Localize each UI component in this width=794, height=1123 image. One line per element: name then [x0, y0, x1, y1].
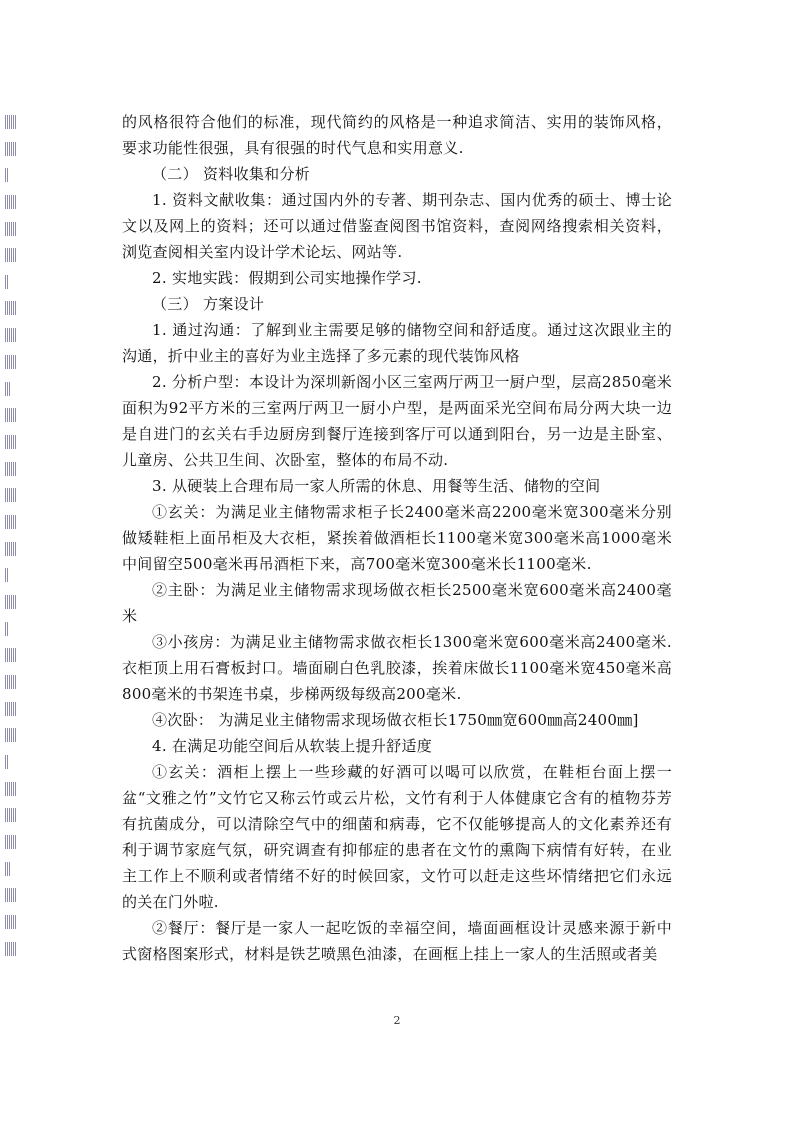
margin-mark — [5, 275, 9, 289]
margin-mark — [5, 462, 17, 476]
margin-mark — [5, 355, 17, 369]
margin-mark — [5, 755, 9, 769]
margin-mark — [5, 195, 17, 209]
margin-mark — [5, 595, 17, 609]
page-number: 2 — [393, 1014, 401, 1027]
margin-mark — [5, 222, 17, 236]
paragraph: 2. 分析户型：本设计为深圳新阁小区三室两厅两卫一厨户型，层高2850毫米面积为92平方米的三室两厅两卫一厨小户型，是两面采光空间布局分两大块一边是自进门的玄关右手边厨房到餐厅连接到客厅可以通到阳台，另一边是主卧室、儿童房、公共卫生间、次卧室，整体的布局不动. — [122, 373, 672, 469]
margin-mark — [5, 301, 17, 315]
section-heading-3: （三） 方案设计 — [152, 295, 265, 313]
margin-mark — [5, 808, 17, 822]
paragraph: ②餐厅：餐厅是一家人一起吃饭的幸福空间，墙面画框设计灵感来源于新中式窗格图案形式，材料是铁艺喷黑色油漆，在画框上挂上一家人的生活照或者美 — [122, 919, 672, 963]
paragraph: ①玄关：为满足业主储物需求柜子长2400毫米高2200毫米宽300毫米分别做矮鞋柜上面吊柜及大衣柜，紧挨着做酒柜长1100毫米宽300毫米高1000毫米中间留空500毫米再吊酒柜下来，高700毫米宽300毫米长1100毫米. — [122, 503, 672, 573]
margin-mark — [5, 568, 9, 582]
section-heading-2: （二） 资料收集和分析 — [152, 165, 311, 183]
paragraph: ②主卧：为满足业主储物需求现场做衣柜长2500毫米宽600毫米高2400毫米 — [122, 581, 672, 625]
margin-mark — [5, 168, 9, 182]
margin-mark — [5, 435, 17, 449]
margin-mark — [5, 622, 8, 636]
margin-mark — [5, 675, 17, 689]
margin-mark — [5, 142, 17, 156]
margin-mark — [5, 248, 17, 262]
margin-mark — [5, 915, 17, 929]
margin-mark — [5, 835, 17, 849]
paragraph: ③小孩房：为满足业主储物需求做衣柜长1300毫米宽600毫米高2400毫米.衣柜顶上用石膏板封口。墙面刷白色乳胶漆，挨着床做长1100毫米宽450毫米高800毫米的书架连书桌，步梯两级每级高200毫米. — [122, 633, 672, 703]
margin-mark — [5, 488, 17, 502]
margin-mark — [5, 115, 17, 129]
margin-mark — [5, 728, 17, 742]
margin-mark — [5, 515, 17, 529]
margin-mark — [5, 542, 17, 556]
paragraph: ①玄关：酒柜上摆上一些珍藏的好酒可以喝可以欣赏，在鞋柜台面上摆一盆“文雅之竹”文竹它又称云竹或云片松，文竹有利于人体健康它含有的植物芬芳有抗菌成分，可以清除空气中的细菌和病毒，它不仅能够提高人的文化素养还有利于调节家庭气氛，研究调查有抑郁症的患者在文竹的熏陶下病情有好转，在业主工作上不顺利或者情绪不好的时候回家，文竹可以赶走这些坏情绪把它们永远的关在门外啦. — [122, 763, 672, 911]
paragraph: 4. 在满足功能空间后从软装上提升舒适度 — [152, 737, 433, 755]
margin-mark — [5, 328, 17, 342]
margin-mark — [5, 782, 17, 796]
margin-mark — [5, 382, 11, 396]
margin-mark — [5, 888, 17, 902]
paragraph: 1. 通过沟通：了解到业主需要足够的储物空间和舒适度。通过这次跟业主的沟通，折中业主的喜好为业主选择了多元素的现代装饰风格 — [122, 321, 672, 365]
paragraph: 3. 从硬装上合理布局一家人所需的休息、用餐等生活、储物的空间 — [152, 477, 601, 495]
paragraph: 1. 资料文献收集：通过国内外的专著、期刊杂志、国内优秀的硕士、博士论文以及网上的资料；还可以通过借鉴查阅图书馆资料，查阅网络搜索相关资料，浏览查阅相关室内设计学术论坛、网站等. — [122, 191, 672, 261]
paragraph: 2. 实地实践：假期到公司实地操作学习. — [152, 269, 422, 287]
margin-mark — [5, 862, 11, 876]
margin-mark — [5, 408, 17, 422]
margin-mark — [5, 942, 17, 956]
margin-mark — [5, 648, 17, 662]
left-margin-artifacts — [0, 100, 22, 1000]
paragraph: ④次卧： 为满足业主储物需求现场做衣柜长1750㎜宽600㎜高2400㎜] — [152, 711, 639, 729]
paragraph: 的风格很符合他们的标准，现代简约的风格是一种追求简洁、实用的装饰风格，要求功能性很强，具有很强的时代气息和实用意义. — [122, 113, 672, 157]
margin-mark — [5, 702, 17, 716]
document-body — [122, 109, 672, 967]
